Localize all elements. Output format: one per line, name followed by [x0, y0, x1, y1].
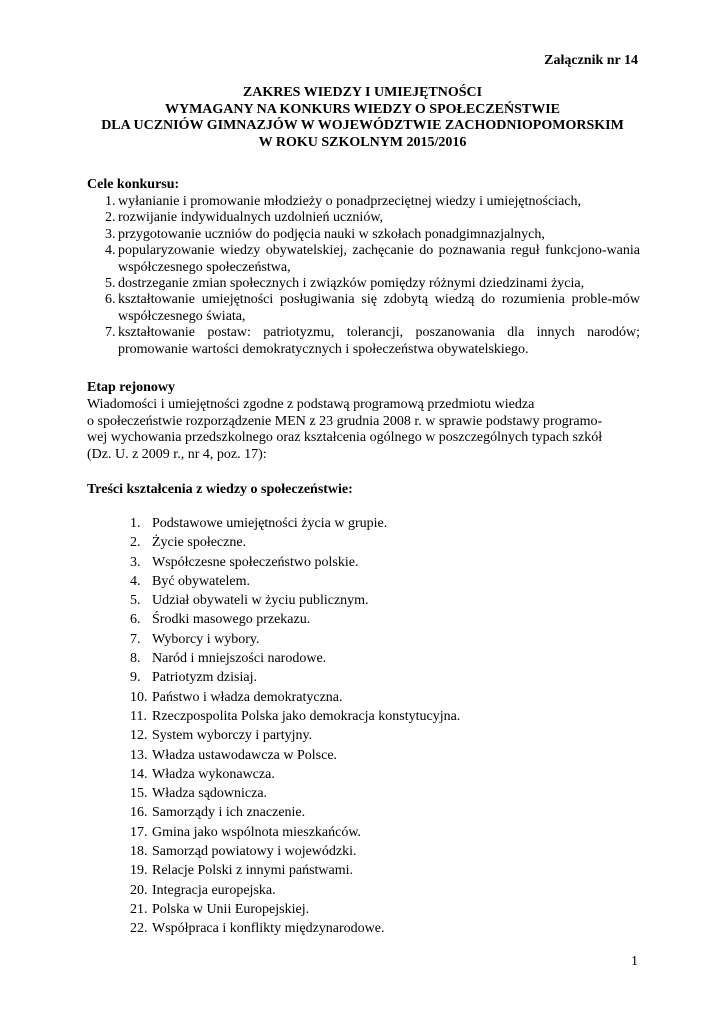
topic-text: Współpraca i konflikty międzynarodowe.: [152, 921, 385, 937]
topic-item: [130, 803, 460, 822]
goal-item: [87, 210, 640, 226]
topic-number: 9.: [130, 670, 141, 686]
topic-number: 13.: [130, 747, 148, 763]
topic-item: [130, 514, 460, 533]
topic-item: [130, 823, 460, 842]
topic-number: 14.: [130, 766, 148, 782]
topic-item: [130, 533, 460, 552]
document-title: [60, 85, 665, 151]
goal-number: 3.: [105, 226, 116, 242]
topic-number: 15.: [130, 786, 148, 802]
topic-item: [130, 726, 460, 745]
goal-number: 6.: [105, 292, 116, 308]
topic-text: Naród i mniejszości narodowe.: [152, 651, 327, 667]
topic-text: Rzeczpospolita Polska jako demokracja konstytucyjna.: [152, 708, 461, 724]
topic-text: Środki masowego przekazu.: [152, 612, 311, 628]
topic-text: Integracja europejska.: [152, 882, 276, 898]
topics-list: [130, 514, 460, 939]
topic-item: [130, 765, 460, 784]
topic-text: Wyborcy i wybory.: [152, 631, 260, 647]
topic-text: Samorządy i ich znaczenie.: [152, 805, 306, 821]
topic-number: 6.: [130, 612, 141, 628]
topic-item: [130, 861, 460, 880]
stage-paragraph: [87, 397, 647, 463]
topic-item: [130, 746, 460, 765]
topic-text: Władza sądownicza.: [152, 786, 268, 802]
topic-number: 2.: [130, 535, 141, 551]
paragraph-line: wej wychowania przedszkolnego oraz kształcenia ogólnego w poszczególnych typach szkół: [87, 430, 603, 445]
topic-number: 1.: [130, 516, 141, 531]
topic-text: Patriotyzm dzisiaj.: [152, 670, 257, 686]
goal-item: [87, 227, 640, 243]
topic-text: Podstawowe umiejętności życia w grupie.: [152, 516, 388, 531]
goal-number: 4.: [105, 243, 116, 259]
goal-item: [87, 194, 640, 210]
goal-item: [87, 292, 640, 325]
topic-text: Państwo i władza demokratyczna.: [152, 689, 343, 705]
topic-text: Relacje Polski z innymi państwami.: [152, 863, 354, 879]
topic-item: [130, 610, 460, 629]
topic-number: 18.: [130, 844, 148, 860]
topic-number: 3.: [130, 554, 141, 570]
topic-item: [130, 668, 460, 687]
goals-heading: Cele konkursu:: [87, 177, 180, 192]
topic-text: Udział obywateli w życiu publicznym.: [152, 593, 369, 609]
topic-text: System wyborczy i partyjny.: [152, 728, 313, 744]
goal-text: kształtowanie umiejętności posługiwania się zdobytą wiedzą do rozumienia proble-mów współczesnego świata,: [118, 292, 640, 324]
goal-number: 5.: [105, 276, 116, 292]
topics-heading: Treści kształcenia z wiedzy o społeczeństwie:: [87, 482, 353, 497]
goal-text: dostrzeganie zmian społecznych i związków pomiędzy różnymi dziedzinami życia,: [118, 276, 585, 292]
topic-item: [130, 707, 460, 726]
goal-item: [87, 243, 640, 276]
topic-number: 8.: [130, 651, 141, 667]
topic-item: [130, 649, 460, 668]
goal-item: [87, 325, 640, 358]
goal-text: przygotowanie uczniów do podjęcia nauki w szkołach ponadgimnazjalnych,: [118, 226, 545, 242]
topic-number: 19.: [130, 863, 148, 879]
topic-item: [130, 591, 460, 610]
stage-heading: Etap rejonowy: [87, 380, 176, 395]
goal-number: 1.: [105, 194, 116, 209]
title-line: DLA UCZNIÓW GIMNAZJÓW W WOJEWÓDZTWIE ZACHODNIOPOMORSKIM: [101, 118, 624, 133]
topic-text: Współczesne społeczeństwo polskie.: [152, 554, 359, 570]
goals-list: [87, 194, 640, 358]
paragraph-line: o społeczeństwie rozporządzenie MEN z 23 grudnia 2008 r. w sprawie podstawy programo-: [87, 413, 603, 429]
paragraph-line: (Dz. U. z 2009 r., nr 4, poz. 17):: [87, 446, 267, 462]
topic-text: Władza ustawodawcza w Polsce.: [152, 747, 338, 763]
goal-text: wyłanianie i promowanie młodzieży o ponadprzeciętnej wiedzy i umiejętnościach,: [118, 194, 581, 209]
topic-item: [130, 900, 460, 919]
topic-text: Polska w Unii Europejskiej.: [152, 901, 310, 917]
topic-item: [130, 553, 460, 572]
topic-number: 20.: [130, 882, 148, 898]
topic-number: 17.: [130, 824, 148, 840]
goal-text: kształtowanie postaw: patriotyzmu, tolerancji, poszanowania dla innych narodów; promowanie wartości demokratycznych i społeczeństwa obywatelskiego.: [118, 325, 640, 357]
topic-text: Władza wykonawcza.: [152, 766, 275, 782]
topic-number: 5.: [130, 593, 141, 609]
goal-text: rozwijanie indywidualnych uzdolnień uczniów,: [118, 210, 384, 226]
goal-item: [87, 276, 640, 292]
topic-item: [130, 688, 460, 707]
goal-number: 7.: [105, 325, 116, 341]
topic-item: [130, 881, 460, 900]
topic-number: 7.: [130, 631, 141, 647]
goal-number: 2.: [105, 210, 116, 226]
topic-number: 12.: [130, 728, 148, 744]
paragraph-line: Wiadomości i umiejętności zgodne z podstawą programową przedmiotu wiedza: [87, 397, 535, 412]
topic-number: 10.: [130, 689, 148, 705]
topic-number: 21.: [130, 901, 148, 917]
topic-item: [130, 842, 460, 861]
topic-text: Samorząd powiatowy i wojewódzki.: [152, 844, 357, 860]
topic-item: [130, 630, 460, 649]
attachment-label: Załącznik nr 14: [544, 53, 638, 68]
topic-item: [130, 919, 460, 938]
topic-item: [130, 784, 460, 803]
topic-number: 16.: [130, 805, 148, 821]
title-line: ZAKRES WIEDZY I UMIEJĘTNOŚCI: [242, 85, 483, 100]
topic-text: Gmina jako wspólnota mieszkańców.: [152, 824, 362, 840]
title-line: W ROKU SZKOLNYM 2015/2016: [258, 134, 467, 150]
title-line: WYMAGANY NA KONKURS WIEDZY O SPOŁECZEŃSTWIE: [164, 101, 561, 117]
topic-text: Być obywatelem.: [152, 573, 250, 589]
goal-text: popularyzowanie wiedzy obywatelskiej, zachęcanie do poznawania reguł funkcjono-wania współczesnego społeczeństwa,: [118, 243, 640, 275]
topic-number: 4.: [130, 573, 141, 589]
topic-number: 11.: [130, 708, 147, 724]
topic-text: Życie społeczne.: [152, 535, 247, 551]
topic-number: 22.: [130, 921, 148, 937]
page-number: 1: [631, 954, 638, 969]
topic-item: [130, 572, 460, 591]
